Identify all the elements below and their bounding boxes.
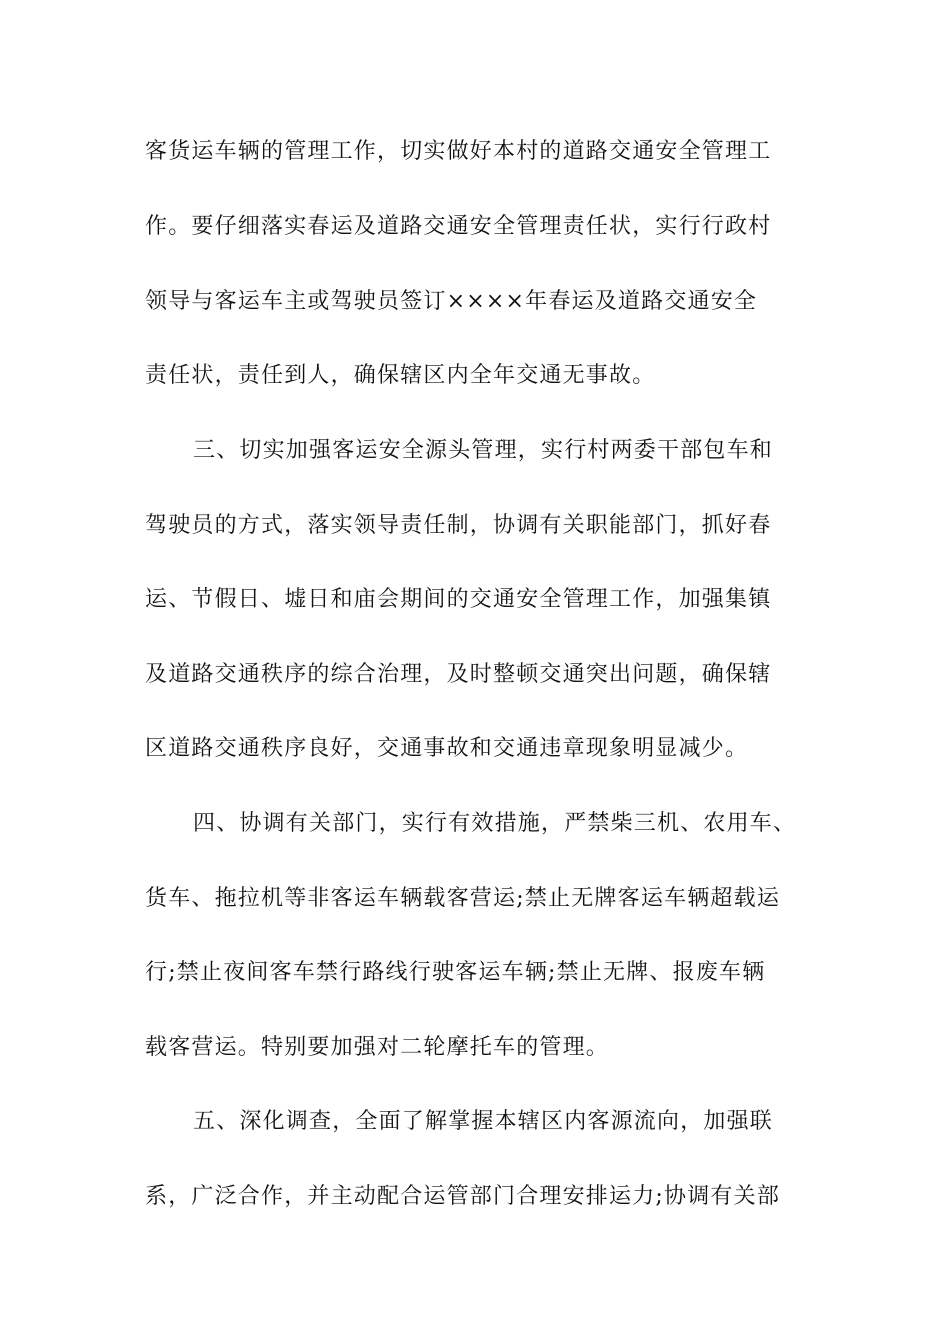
text-line: 货车、拖拉机等非客运车辆载客营运;禁止无牌客运车辆超载运	[145, 886, 781, 911]
text-line: 载客营运。特别要加强对二轮摩托车的管理。	[145, 1035, 610, 1060]
text-line: 客货运车辆的管理工作，切实做好本村的道路交通安全管理工	[145, 139, 772, 164]
text-line: 作。要仔细落实春运及道路交通安全管理责任状，实行行政村	[145, 214, 772, 239]
text-line: 领导与客运车主或驾驶员签订××××年春运及道路交通安全	[145, 289, 758, 314]
text-line: 驾驶员的方式，落实领导责任制，协调有关职能部门，抓好春	[145, 513, 772, 538]
paragraph-start-line: 三、切实加强客运安全源头管理，实行村两委干部包车和	[193, 438, 774, 463]
text-line: 系，广泛合作，并主动配合运管部门合理安排运力;协调有关部	[145, 1184, 781, 1209]
text-line: 责任状，责任到人，确保辖区内全年交通无事故。	[145, 363, 656, 388]
text-line: 运、节假日、墟日和庙会期间的交通安全管理工作，加强集镇	[145, 587, 772, 612]
text-line: 区道路交通秩序良好，交通事故和交通违章现象明显减少。	[145, 736, 749, 761]
paragraph-start-line: 四、协调有关部门，实行有效措施，严禁柴三机、农用车、	[193, 811, 797, 836]
text-line: 行;禁止夜间客车禁行路线行驶客运车辆;禁止无牌、报废车辆	[145, 960, 766, 985]
paragraph-start-line: 五、深化调查，全面了解掌握本辖区内客源流向，加强联	[193, 1109, 774, 1134]
text-line: 及道路交通秩序的综合治理，及时整顿交通突出问题，确保辖	[145, 662, 772, 687]
